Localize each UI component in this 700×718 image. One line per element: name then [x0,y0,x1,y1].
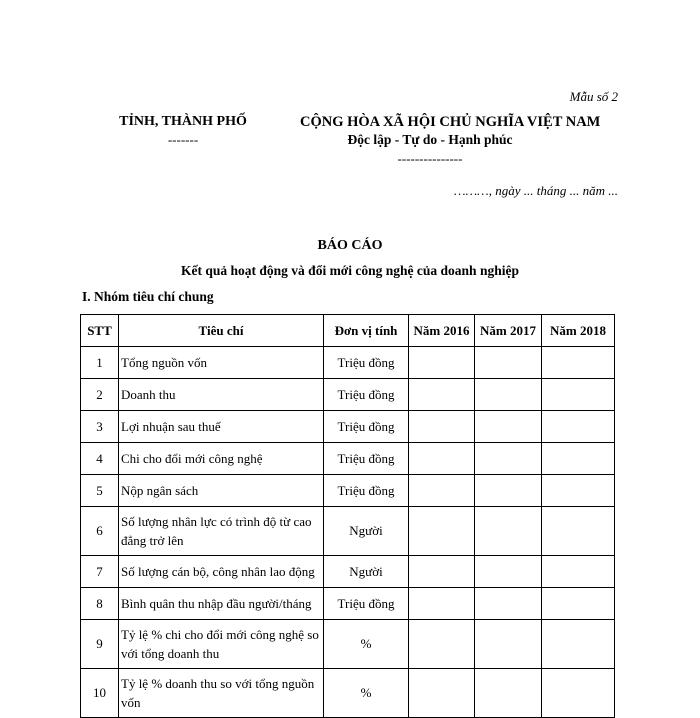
province-heading: TỈNH, THÀNH PHỐ [119,114,247,129]
cell-2016[interactable] [409,669,475,718]
form-number: Mẫu số 2 [569,89,618,104]
cell-2016[interactable] [409,347,475,379]
row-criteria: Số lượng cán bộ, công nhân lao động [119,556,324,588]
row-criteria: Tỷ lệ % doanh thu so với tổng nguồn vốn [119,669,324,718]
table-row [81,507,615,556]
row-criteria: Lợi nhuận sau thuế [119,411,324,443]
row-unit: Triệu đồng [324,347,409,379]
cell-2018[interactable] [542,588,615,620]
row-unit: Người [324,507,409,556]
row-criteria: Số lượng nhân lực có trình độ từ cao đẳng trở lên [119,507,324,556]
cell-2016[interactable] [409,620,475,669]
cell-2017[interactable] [475,443,542,475]
row-stt: 7 [81,556,119,588]
cell-2018[interactable] [542,379,615,411]
row-stt: 3 [81,411,119,443]
row-unit: % [324,669,409,718]
cell-2018[interactable] [542,347,615,379]
row-unit: Triệu đồng [324,588,409,620]
header-unit: Đơn vị tính [324,315,409,347]
row-criteria: Doanh thu [119,379,324,411]
cell-2018[interactable] [542,556,615,588]
row-stt: 10 [81,669,119,718]
table-row [81,443,615,475]
row-criteria: Bình quân thu nhập đầu người/tháng [119,588,324,620]
table-row [81,411,615,443]
cell-2016[interactable] [409,507,475,556]
cell-2018[interactable] [542,475,615,507]
table-row [81,347,615,379]
row-unit: Triệu đồng [324,443,409,475]
criteria-table [80,314,615,718]
cell-2017[interactable] [475,379,542,411]
national-motto: Độc lập - Tự do - Hạnh phúc [347,132,513,147]
header-year-2016: Năm 2016 [409,315,475,347]
cell-2016[interactable] [409,443,475,475]
cell-2017[interactable] [475,669,542,718]
cell-2017[interactable] [475,411,542,443]
province-divider: ------- [167,132,199,147]
table-row [81,620,615,669]
row-unit: Triệu đồng [324,379,409,411]
cell-2017[interactable] [475,347,542,379]
cell-2016[interactable] [409,379,475,411]
report-subtitle: Kết quả hoạt động và đổi mới công nghệ của doanh nghiệp [181,263,519,278]
cell-2017[interactable] [475,620,542,669]
row-unit: Triệu đồng [324,475,409,507]
cell-2018[interactable] [542,669,615,718]
row-stt: 6 [81,507,119,556]
row-unit: % [324,620,409,669]
row-criteria: Chi cho đổi mới công nghệ [119,443,324,475]
table-row [81,475,615,507]
cell-2017[interactable] [475,556,542,588]
row-criteria: Tỷ lệ % chi cho đổi mới công nghệ so với tổng doanh thu [119,620,324,669]
row-stt: 1 [81,347,119,379]
cell-2016[interactable] [409,411,475,443]
cell-2018[interactable] [542,620,615,669]
table-row [81,379,615,411]
table-header-row [81,315,615,347]
cell-2017[interactable] [475,475,542,507]
report-title: BÁO CÁO [317,238,383,253]
row-stt: 9 [81,620,119,669]
row-stt: 4 [81,443,119,475]
cell-2017[interactable] [475,507,542,556]
row-stt: 8 [81,588,119,620]
header-stt: STT [81,315,119,347]
row-criteria: Nộp ngân sách [119,475,324,507]
cell-2016[interactable] [409,556,475,588]
cell-2018[interactable] [542,507,615,556]
row-unit: Triệu đồng [324,411,409,443]
cell-2016[interactable] [409,588,475,620]
cell-2017[interactable] [475,588,542,620]
row-unit: Người [324,556,409,588]
section-title: I. Nhóm tiêu chí chung [82,289,214,304]
cell-2018[interactable] [542,411,615,443]
table-row [81,669,615,718]
table-row [81,556,615,588]
motto-divider: --------------- [397,151,463,166]
header-year-2017: Năm 2017 [475,315,542,347]
table-row [81,588,615,620]
cell-2018[interactable] [542,443,615,475]
row-stt: 2 [81,379,119,411]
national-title: CỘNG HÒA XÃ HỘI CHỦ NGHĨA VIỆT NAM [300,114,601,130]
date-line: ………, ngày ... tháng ... năm ... [454,183,618,198]
header-year-2018: Năm 2018 [542,315,615,347]
row-stt: 5 [81,475,119,507]
row-criteria: Tổng nguồn vốn [119,347,324,379]
cell-2016[interactable] [409,475,475,507]
header-criteria: Tiêu chí [119,315,324,347]
